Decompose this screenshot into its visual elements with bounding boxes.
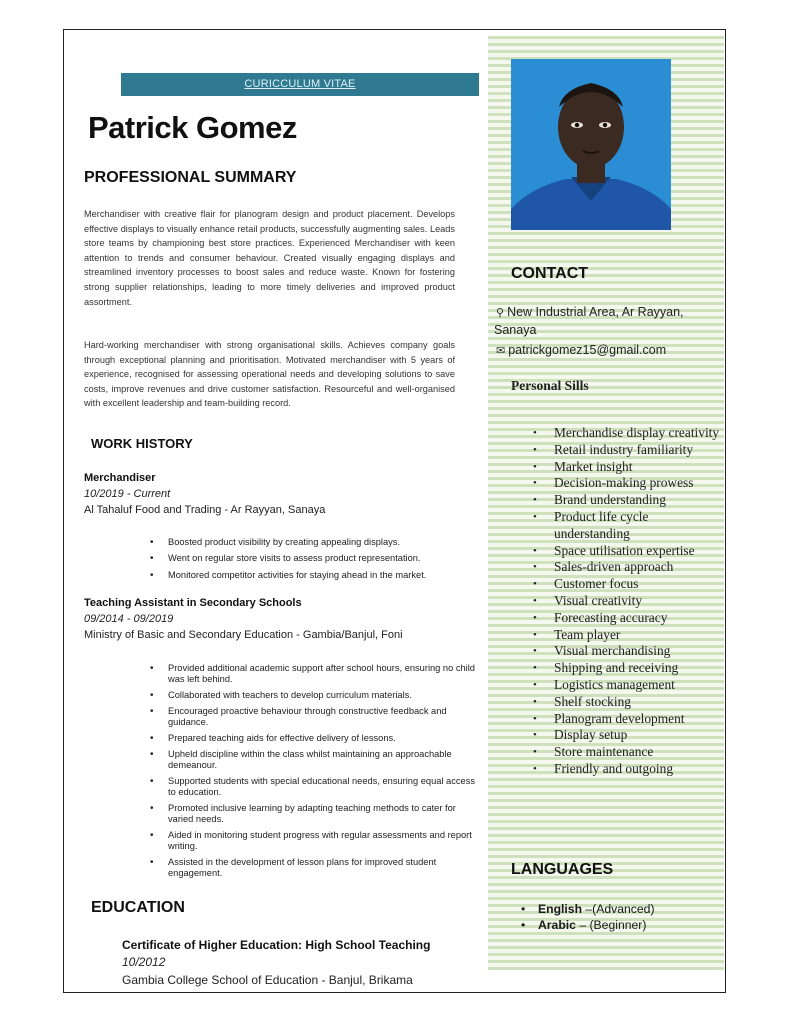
summary-paragraph-1: Merchandiser with creative flair for planogram design and product placement. Develops effective displays to visually enhance retail products, successfully augmenting sales. Leads store teams by championing best store practices. Experienced Merchandiser with keen attention to trends and consumer behaviour. Created visually engaging displays and streamlined inventory processes to boost sales and reduce waste. Known for fostering strong supplier relationships, leading to more timely deliveries and improved product assortment. xyxy=(84,209,455,307)
profile-photo xyxy=(511,59,671,230)
education-title: Certificate of Higher Education: High School Teaching xyxy=(122,938,431,952)
job-bullet: • Upheld discipline within the class whilst maintaining an approachable demeanour. xyxy=(150,749,475,771)
job-title: Merchandiser xyxy=(84,472,156,484)
email-line xyxy=(496,343,666,357)
language-item xyxy=(521,917,655,933)
skill-item: • Planogram development xyxy=(533,711,723,728)
skill-item: • Shipping and receiving xyxy=(533,660,723,677)
skill-item: • Forecasting accuracy xyxy=(533,610,723,627)
job-bullet: • Assisted in the development of lesson plans for improved student engagement. xyxy=(150,857,475,879)
job-bullet: • Went on regular store visits to assess product representation. xyxy=(150,553,475,564)
skill-item: • Merchandise display creativity xyxy=(533,425,723,442)
location-pin-icon: ⚲ xyxy=(496,307,505,319)
language-level: – (Beginner) xyxy=(575,918,647,932)
address-line-2: Sanaya xyxy=(494,323,537,337)
skill-item: • Display setup xyxy=(533,727,723,744)
languages-heading: LANGUAGES xyxy=(511,861,614,878)
skills-list xyxy=(533,425,723,778)
skill-item: • Shelf stocking xyxy=(533,694,723,711)
skill-item: • Market insight xyxy=(533,459,723,476)
job-bullet-list xyxy=(150,663,475,884)
job-bullet: • Prepared teaching aids for effective delivery of lessons. xyxy=(150,733,475,744)
job-bullet: • Provided additional academic support after school hours, ensuring no child was left behind. xyxy=(150,663,475,685)
skill-item: • Product life cycle understanding xyxy=(533,509,723,543)
job-bullet: • Encouraged proactive behaviour through constructive feedback and guidance. xyxy=(150,706,475,728)
summary-paragraph-2: Hard-working merchandiser with strong organisational skills. Achieves company goals through exceptional planning and prioritisation. Motivated merchandiser with 5 years of experience, recognised for assessing operational needs and developing solutions to save costs, improve revenues and drive customer satisfaction. Resourceful and well-organised with excellent leadership and team-building record. xyxy=(84,340,455,409)
job-bullet: • Monitored competitor activities for staying ahead in the market. xyxy=(150,570,475,581)
job-title: Teaching Assistant in Secondary Schools xyxy=(84,597,302,609)
job-bullet: • Aided in monitoring student progress with regular assessments and report writing. xyxy=(150,830,475,852)
skill-item: • Customer focus xyxy=(533,576,723,593)
skill-item: • Friendly and outgoing xyxy=(533,761,723,778)
skill-item: • Brand understanding xyxy=(533,492,723,509)
job-dates: 09/2014 - 09/2019 xyxy=(84,613,174,625)
candidate-name: Patrick Gomez xyxy=(88,110,297,145)
job-organization: Ministry of Basic and Secondary Education - Gambia/Banjul, Foni xyxy=(84,629,403,641)
language-level: –(Advanced) xyxy=(582,902,655,916)
job-bullet-list xyxy=(150,537,475,586)
summary-heading: PROFESSIONAL SUMMARY xyxy=(84,169,297,186)
education-date: 10/2012 xyxy=(122,955,166,969)
address-text: New Industrial Area, Ar Rayyan, xyxy=(507,305,684,319)
job-bullet: • Supported students with special educational needs, ensuring equal access to education. xyxy=(150,776,475,798)
job-bullet: • Collaborated with teachers to develop curriculum materials. xyxy=(150,690,475,701)
skill-item: • Logistics management xyxy=(533,677,723,694)
skills-heading: Personal Sills xyxy=(511,378,589,393)
job-organization: Al Tahaluf Food and Trading - Ar Rayyan, Sanaya xyxy=(84,504,326,516)
education-institution: Gambia College School of Education - Banjul, Brikama xyxy=(122,973,413,987)
job-bullet: • Promoted inclusive learning by adapting teaching methods to cater for varied needs. xyxy=(150,803,475,825)
skill-item: • Visual merchandising xyxy=(533,643,723,660)
envelope-icon: ✉ xyxy=(496,345,506,357)
skill-item: • Visual creativity xyxy=(533,593,723,610)
skill-item: • Decision-making prowess xyxy=(533,475,723,492)
skill-item: • Team player xyxy=(533,627,723,644)
job-bullet: • Boosted product visibility by creating appealing displays. xyxy=(150,537,475,548)
contact-heading: CONTACT xyxy=(511,265,589,282)
email-link[interactable]: patrickgomez15@gmail.com xyxy=(508,343,667,357)
skill-item: • Sales-driven approach xyxy=(533,559,723,576)
cv-banner: CURICCULUM VITAE xyxy=(121,73,479,96)
language-name: Arabic xyxy=(538,918,576,932)
language-item xyxy=(521,901,655,917)
skill-item: • Retail industry familiarity xyxy=(533,442,723,459)
work-history-heading: WORK HISTORY xyxy=(91,436,193,451)
languages-list xyxy=(521,901,655,933)
job-dates: 10/2019 - Current xyxy=(84,488,171,500)
language-name: English xyxy=(538,902,583,916)
address-line-1 xyxy=(496,305,684,319)
skill-item: • Space utilisation expertise xyxy=(533,543,723,560)
skill-item: • Store maintenance xyxy=(533,744,723,761)
education-heading: EDUCATION xyxy=(91,899,185,916)
